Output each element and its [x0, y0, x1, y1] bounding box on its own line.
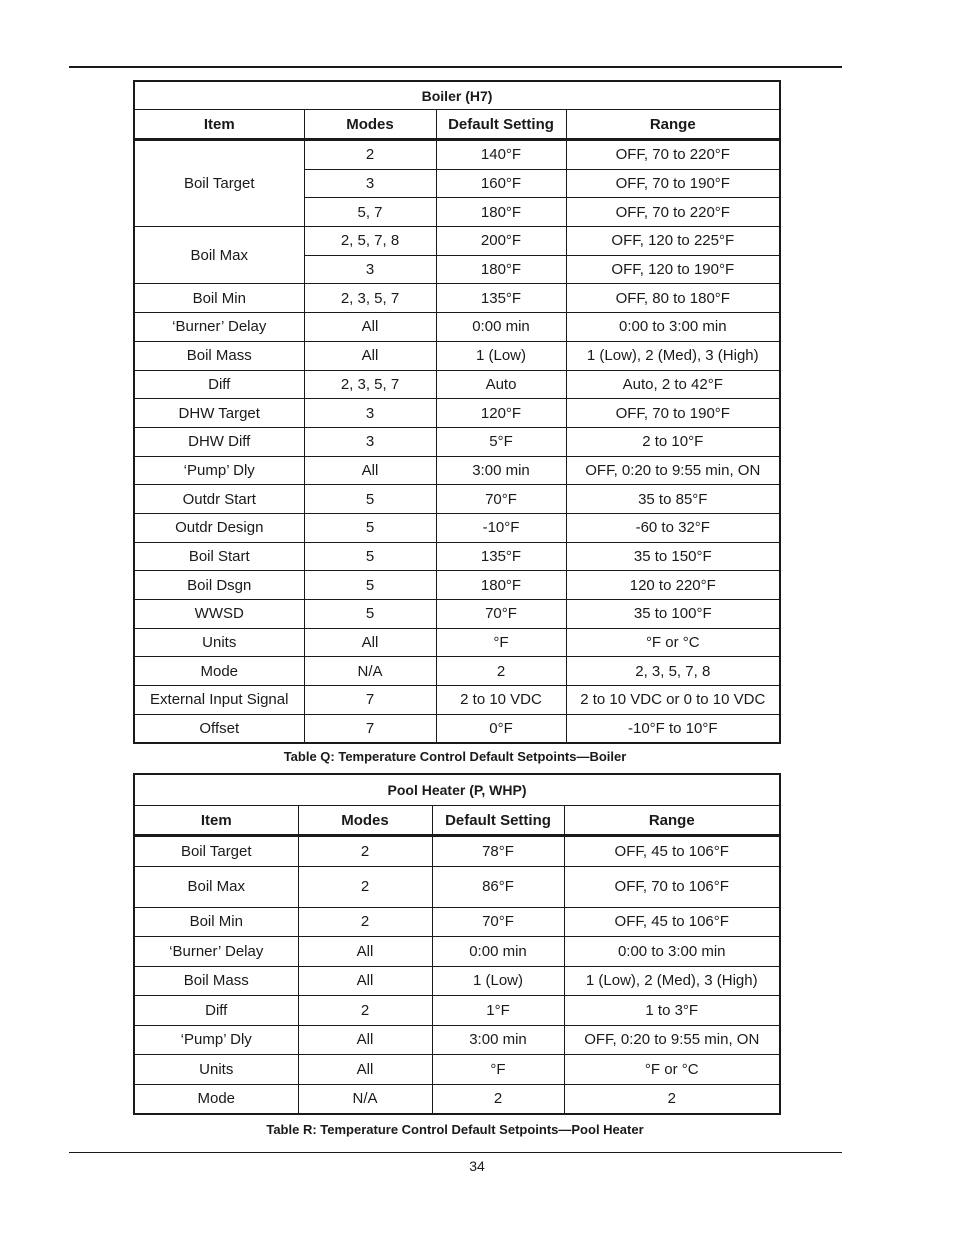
modes-cell: 5	[304, 542, 436, 571]
modes-cell: 3	[304, 427, 436, 456]
range-cell: 1 (Low), 2 (Med), 3 (High)	[566, 341, 780, 370]
item-cell: ‘Burner’ Delay	[134, 313, 304, 342]
table-row	[134, 571, 780, 600]
default-cell: 180°F	[436, 571, 566, 600]
item-cell: Boil Max	[134, 227, 304, 284]
default-cell: 120°F	[436, 399, 566, 428]
range-cell: 2 to 10°F	[566, 427, 780, 456]
default-cell: 2 to 10 VDC	[436, 686, 566, 715]
range-cell: 0:00 to 3:00 min	[564, 937, 780, 967]
range-cell: OFF, 0:20 to 9:55 min, ON	[564, 1025, 780, 1055]
table-row	[134, 542, 780, 571]
table-row	[134, 399, 780, 428]
column-header-modes: Modes	[304, 110, 436, 140]
item-cell: Boil Dsgn	[134, 571, 304, 600]
range-cell: OFF, 70 to 220°F	[566, 198, 780, 227]
modes-cell: All	[298, 937, 432, 967]
default-cell: 70°F	[436, 485, 566, 514]
table-row	[134, 284, 780, 313]
range-cell: OFF, 45 to 106°F	[564, 836, 780, 867]
range-cell: OFF, 80 to 180°F	[566, 284, 780, 313]
table-row	[134, 370, 780, 399]
table-row	[134, 313, 780, 342]
range-cell: 35 to 150°F	[566, 542, 780, 571]
modes-cell: 5	[304, 600, 436, 629]
default-cell: °F	[436, 628, 566, 657]
column-header-modes: Modes	[298, 806, 432, 836]
modes-cell: 5	[304, 485, 436, 514]
range-cell: -10°F to 10°F	[566, 714, 780, 743]
default-cell: 78°F	[432, 836, 564, 867]
item-cell: Outdr Design	[134, 513, 304, 542]
range-cell: 0:00 to 3:00 min	[566, 313, 780, 342]
range-cell: 1 (Low), 2 (Med), 3 (High)	[564, 966, 780, 996]
table-row	[134, 513, 780, 542]
modes-cell: 2	[298, 996, 432, 1026]
table-row	[134, 427, 780, 456]
default-cell: 0:00 min	[432, 937, 564, 967]
default-cell: -10°F	[436, 513, 566, 542]
default-cell: °F	[432, 1055, 564, 1085]
item-cell: DHW Target	[134, 399, 304, 428]
item-cell: Boil Target	[134, 140, 304, 227]
boiler-setpoints-table	[133, 80, 781, 744]
modes-cell: All	[304, 341, 436, 370]
range-cell: OFF, 70 to 190°F	[566, 169, 780, 198]
modes-cell: 7	[304, 686, 436, 715]
default-cell: 1 (Low)	[436, 341, 566, 370]
default-cell: 2	[436, 657, 566, 686]
range-cell: OFF, 0:20 to 9:55 min, ON	[566, 456, 780, 485]
modes-cell: 3	[304, 169, 436, 198]
table-title: Boiler (H7)	[134, 81, 780, 110]
range-cell: -60 to 32°F	[566, 513, 780, 542]
table-row	[134, 907, 780, 937]
item-cell: Boil Mass	[134, 966, 298, 996]
column-header-default-setting: Default Setting	[432, 806, 564, 836]
range-cell: °F or °C	[564, 1055, 780, 1085]
default-cell: 86°F	[432, 866, 564, 907]
modes-cell: 2, 3, 5, 7	[304, 370, 436, 399]
table-row	[134, 1055, 780, 1085]
modes-cell: All	[298, 1025, 432, 1055]
modes-cell: 2, 5, 7, 8	[304, 227, 436, 256]
default-cell: 2	[432, 1084, 564, 1114]
modes-cell: All	[304, 456, 436, 485]
table-title: Pool Heater (P, WHP)	[134, 774, 780, 806]
modes-cell: 2, 3, 5, 7	[304, 284, 436, 313]
range-cell: 35 to 100°F	[566, 600, 780, 629]
item-cell: ‘Pump’ Dly	[134, 456, 304, 485]
table-row	[134, 628, 780, 657]
top-rule	[69, 66, 842, 68]
item-cell: Mode	[134, 1084, 298, 1114]
range-cell: OFF, 120 to 225°F	[566, 227, 780, 256]
modes-cell: All	[298, 966, 432, 996]
range-cell: OFF, 70 to 106°F	[564, 866, 780, 907]
column-header-range: Range	[564, 806, 780, 836]
range-cell: 2	[564, 1084, 780, 1114]
default-cell: 0°F	[436, 714, 566, 743]
default-cell: 160°F	[436, 169, 566, 198]
range-cell: OFF, 120 to 190°F	[566, 255, 780, 284]
modes-cell: All	[304, 313, 436, 342]
default-cell: 3:00 min	[436, 456, 566, 485]
default-cell: 70°F	[436, 600, 566, 629]
default-cell: 180°F	[436, 198, 566, 227]
item-cell: Boil Start	[134, 542, 304, 571]
modes-cell: 5	[304, 513, 436, 542]
range-cell: 2 to 10 VDC or 0 to 10 VDC	[566, 686, 780, 715]
table-row	[134, 836, 780, 867]
modes-cell: 2	[304, 140, 436, 170]
table-row	[134, 686, 780, 715]
item-cell: External Input Signal	[134, 686, 304, 715]
default-cell: 135°F	[436, 284, 566, 313]
item-cell: WWSD	[134, 600, 304, 629]
column-header-default-setting: Default Setting	[436, 110, 566, 140]
item-cell: Diff	[134, 370, 304, 399]
table-q-caption: Table Q: Temperature Control Default Setpoints—Boiler	[283, 749, 627, 764]
modes-cell: All	[298, 1055, 432, 1085]
item-cell: Boil Target	[134, 836, 298, 867]
table-row	[134, 657, 780, 686]
modes-cell: 3	[304, 255, 436, 284]
table-row	[134, 600, 780, 629]
range-cell: 2, 3, 5, 7, 8	[566, 657, 780, 686]
column-header-range: Range	[566, 110, 780, 140]
default-cell: 135°F	[436, 542, 566, 571]
default-cell: Auto	[436, 370, 566, 399]
item-cell: Diff	[134, 996, 298, 1026]
default-cell: 1 (Low)	[432, 966, 564, 996]
pool-heater-setpoints-table	[133, 773, 781, 1115]
range-cell: °F or °C	[566, 628, 780, 657]
item-cell: Units	[134, 1055, 298, 1085]
item-cell: Boil Min	[134, 284, 304, 313]
default-cell: 3:00 min	[432, 1025, 564, 1055]
range-cell: OFF, 70 to 220°F	[566, 140, 780, 170]
range-cell: 120 to 220°F	[566, 571, 780, 600]
default-cell: 0:00 min	[436, 313, 566, 342]
table-row	[134, 714, 780, 743]
item-cell: Boil Min	[134, 907, 298, 937]
modes-cell: N/A	[298, 1084, 432, 1114]
item-cell: Units	[134, 628, 304, 657]
item-cell: Boil Mass	[134, 341, 304, 370]
column-header-item: Item	[134, 806, 298, 836]
range-cell: Auto, 2 to 42°F	[566, 370, 780, 399]
modes-cell: 5, 7	[304, 198, 436, 227]
table-row	[134, 1084, 780, 1114]
table-row	[134, 227, 780, 256]
item-cell: Mode	[134, 657, 304, 686]
modes-cell: 2	[298, 836, 432, 867]
page-number: 34	[469, 1158, 485, 1174]
modes-cell: 2	[298, 866, 432, 907]
table-row	[134, 341, 780, 370]
item-cell: DHW Diff	[134, 427, 304, 456]
table-row	[134, 140, 780, 170]
modes-cell: 2	[298, 907, 432, 937]
default-cell: 70°F	[432, 907, 564, 937]
default-cell: 1°F	[432, 996, 564, 1026]
bottom-rule	[69, 1152, 842, 1153]
table-row	[134, 1025, 780, 1055]
default-cell: 180°F	[436, 255, 566, 284]
table-row	[134, 937, 780, 967]
default-cell: 140°F	[436, 140, 566, 170]
modes-cell: All	[304, 628, 436, 657]
column-header-item: Item	[134, 110, 304, 140]
modes-cell: 7	[304, 714, 436, 743]
table-row	[134, 966, 780, 996]
item-cell: Boil Max	[134, 866, 298, 907]
range-cell: OFF, 45 to 106°F	[564, 907, 780, 937]
range-cell: OFF, 70 to 190°F	[566, 399, 780, 428]
table-row	[134, 996, 780, 1026]
table-row	[134, 866, 780, 907]
range-cell: 1 to 3°F	[564, 996, 780, 1026]
default-cell: 5°F	[436, 427, 566, 456]
item-cell: ‘Burner’ Delay	[134, 937, 298, 967]
item-cell: Offset	[134, 714, 304, 743]
modes-cell: N/A	[304, 657, 436, 686]
range-cell: 35 to 85°F	[566, 485, 780, 514]
default-cell: 200°F	[436, 227, 566, 256]
table-row	[134, 485, 780, 514]
table-row	[134, 456, 780, 485]
table-r-caption: Table R: Temperature Control Default Setpoints—Pool Heater	[266, 1122, 644, 1137]
item-cell: Outdr Start	[134, 485, 304, 514]
modes-cell: 3	[304, 399, 436, 428]
modes-cell: 5	[304, 571, 436, 600]
item-cell: ‘Pump’ Dly	[134, 1025, 298, 1055]
